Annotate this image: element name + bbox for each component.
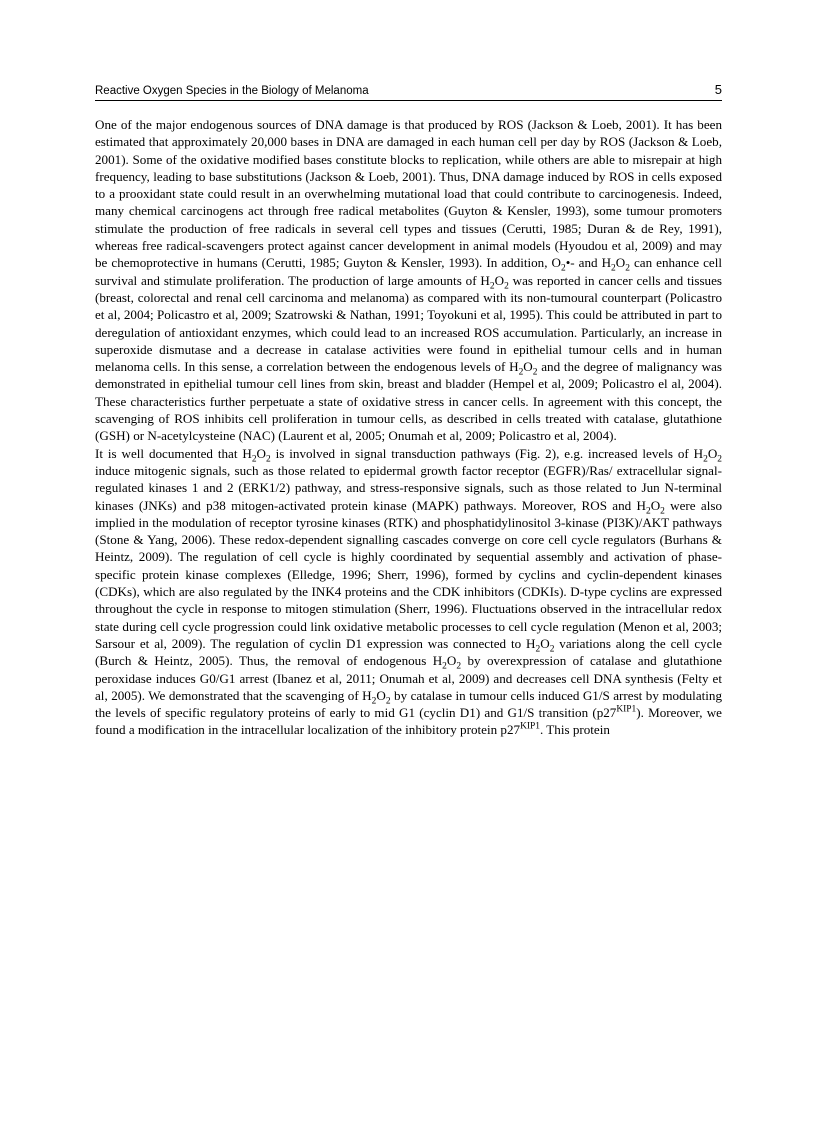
paragraph: It is well documented that $H_2O_2$ is involved in signal transduction pathways (Fig. 2), e.g. increased levels of $H_2O_2$ induce mitogenic signals, such as those related to epidermal growth factor receptor (EGFR)/Ras/ extracellular signal-regulated kinases 1 and 2 (ERK1/2) pathway, and stress-responsive signals, such as those related to Jun N-terminal kinases (JNKs) and p38 mitogen-activated protein kinase (MAPK) pathways. Moreover, ROS and $H_2O_2$ were also implied in the modulation of receptor tyrosine kinases (RTK) and phosphatidylinositol 3-kinase (PI3K)/AKT pathways (Stone & Yang, 2006). These redox-dependent signalling cascades converge on core cell cycle regulators (Burhans & Heintz, 2009). The regulation of cell cycle is highly coordinated by sequential assembly and activation of phase-specific protein kinase complexes (Elledge, 1996; Sherr, 1996), formed by cyclins and cyclin-dependent kinases (CDKs), which are also regulated by the INK4 proteins and the CDK inhibitors (CDKIs). D-type cyclins are expressed throughout the cycle in response to mitogen stimulation (Sherr, 1996). Fluctuations observed in the intracellular redox state during cell cycle progression could link oxidative metabolic processes to cell cycle regulation (Menon et al, 2003; Sarsour et al, 2009). The regulation of cyclin D1 expression was connected to $H_2O_2$ variations along the cell cycle (Burch & Heintz, 2005). Thus, the removal of endogenous $H_2O_2$ by overexpression of catalase and glutathione peroxidase induces G0/G1 arrest (Ibanez et al, 2011; Onumah et al, 2009) and decreases cell DNA synthesis (Felty et al, 2005). We demonstrated that the scavenging of $H_2O_2$ by catalase in tumour cells induced G1/S arrest by modulating the levels of specific regulatory proteins of early to mid G1 (cyclin D1) and G1/S transition $(p27^{KIP1})$. Moreover, we found a modification in the intracellular localization of the inhibitory protein $p27^{KIP1}$. This protein xyxy=(95,445,722,738)
page-number: 5 xyxy=(714,82,722,97)
running-title: Reactive Oxygen Species in the Biology of Melanoma xyxy=(95,85,369,97)
body-text xyxy=(95,116,722,739)
running-header xyxy=(95,80,722,101)
paragraph: One of the major endogenous sources of DNA damage is that produced by ROS (Jackson & Loeb, 2001). It has been estimated that approximately 20,000 bases in DNA are damaged in each human cell per day by ROS (Jackson & Loeb, 2001). Some of the oxidative modified bases constitute blocks to replication, while others are able to misrepair at high frequency, leading to base substitutions (Jackson & Loeb, 2001). Thus, DNA damage induced by ROS in cells exposed to a prooxidant state could result in an overwhelming mutational load that could contribute to carcinogenesis. Indeed, many chemical carcinogens act through free radical metabolites (Guyton & Kensler, 1993), some tumour promoters stimulate the production of free radicals in several cell types and tissues (Cerutti, 1985; Duran & de Rey, 1991), whereas free radical-scavengers protect against cancer development in animal models (Hyoudou et al, 2009) and may be chemoprotective in humans (Cerutti, 1985; Guyton & Kensler, 1993). In addition, $O_2•-$ and $H_2O_2$ can enhance cell survival and stimulate proliferation. The production of large amounts of $H_2O_2$ was reported in cancer cells and tissues (breast, colorectal and renal cell carcinoma and melanoma) as compared with its non-tumoural counterpart (Policastro et al, 2004; Policastro et al, 2009; Szatrowski & Nathan, 1991; Toyokuni et al, 1995). This could be attributed in part to deregulation of antioxidant enzymes, which could lead to an increased ROS accumulation. Particularly, an increase in superoxide dismutase and a decrease in catalase activities were found in epithelial tumour cells and in human melanoma cells. In this sense, a correlation between the endogenous levels of $H_2O_2$ and the degree of malignancy was demonstrated in epithelial tumour cell lines from skin, breast and bladder (Hempel et al, 2009; Policastro el al, 2004). These characteristics further perpetuate a state of oxidative stress in cancer cells. In agreement with this concept, the scavenging of ROS inhibits cell proliferation in tumour cells, as described in cells treated with catalase, glutathione (GSH) or N-acetylcysteine (NAC) (Laurent et al, 2005; Onumah et al, 2009; Policastro et al, 2004). xyxy=(95,117,722,444)
